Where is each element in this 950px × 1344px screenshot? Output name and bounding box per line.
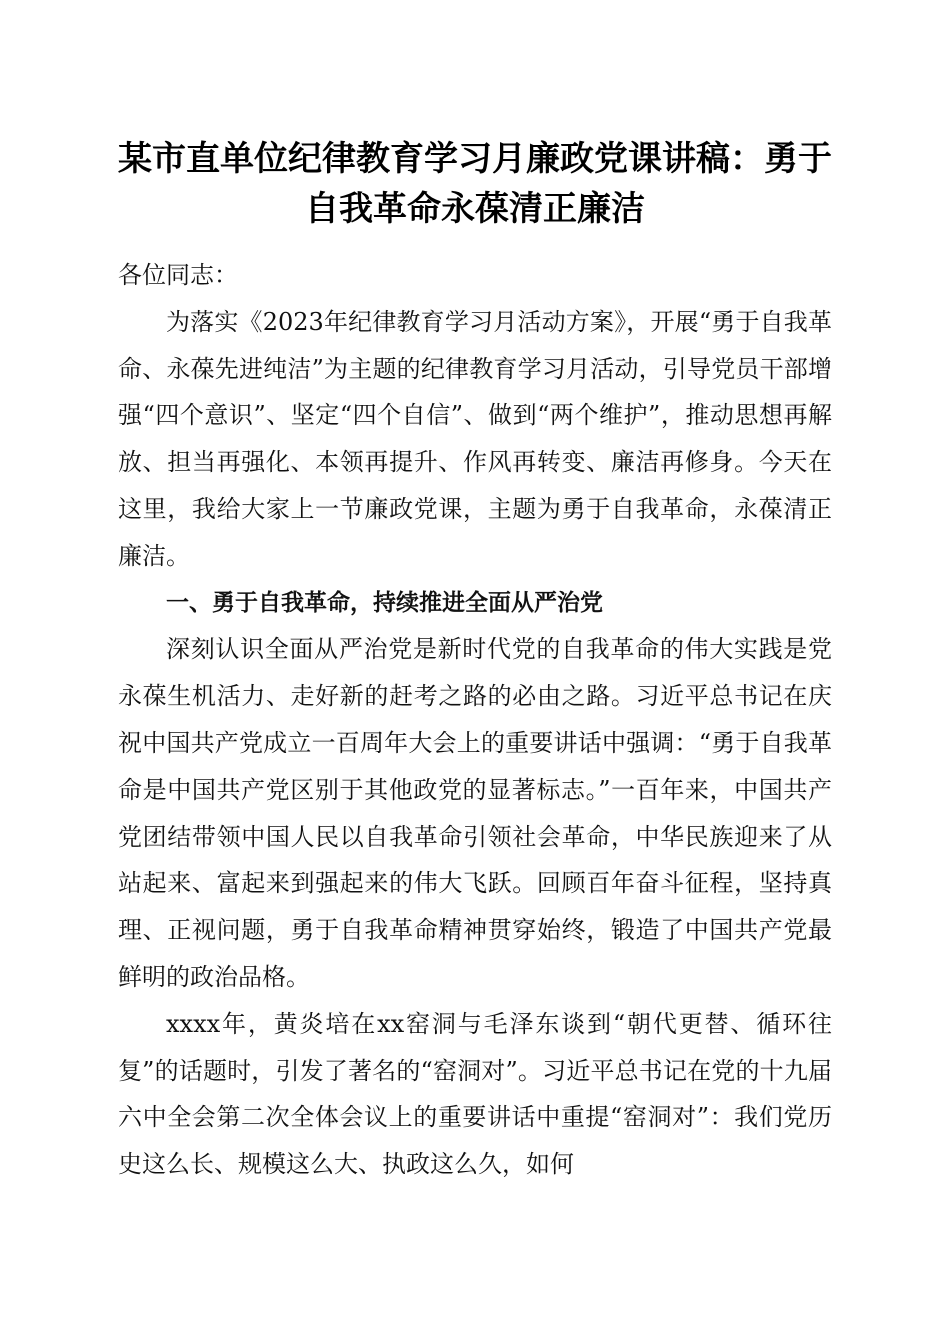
document-title: 某市直单位纪律教育学习月廉政党课讲稿：勇于自我革命永葆清正廉洁 — [118, 139, 832, 229]
document-body — [118, 252, 832, 1188]
salutation: 各位同志： — [118, 261, 238, 289]
section-heading: 一、勇于自我革命，持续推进全面从严治党 — [166, 589, 603, 616]
intro-paragraph: 为落实《2023年纪律教育学习月活动方案》，开展“勇于自我革命、永葆先进纯洁”为主题的纪律教育学习月活动，引导党员干部增强“四个意识”、坚定“四个自信”、做到“两个维护”，推动思想再解放、担当再强化、本领再提升、作风再转变、廉洁再修身。今天在这里，我给大家上一节廉政党课，主题为勇于自我革命，永葆清正廉洁。 — [118, 307, 832, 570]
section-paragraph-2: xxxx年，黄炎培在xx窑洞与毛泽东谈到“朝代更替、循环往复”的话题时，引发了著名的“窑洞对”。习近平总书记在党的十九届六中全会第二次全体会议上的重要讲话中重提“窑洞对”：我们党历史这么长、规模这么大、执政这么久，如何 — [118, 1009, 832, 1179]
section-paragraph-1: 深刻认识全面从严治党是新时代党的自我革命的伟大实践是党永葆生机活力、走好新的赶考之路的必由之路。习近平总书记在庆祝中国共产党成立一百周年大会上的重要讲话中强调：“勇于自我革命是中国共产党区别于其他政党的显著标志。”一百年来，中国共产党团结带领中国人民以自我革命引领社会革命，中华民族迎来了从站起来、富起来到强起来的伟大飞跃。回顾百年奋斗征程，坚持真理、正视问题，勇于自我革命精神贯穿始终，锻造了中国共产党最鲜明的政治品格。 — [118, 635, 832, 991]
